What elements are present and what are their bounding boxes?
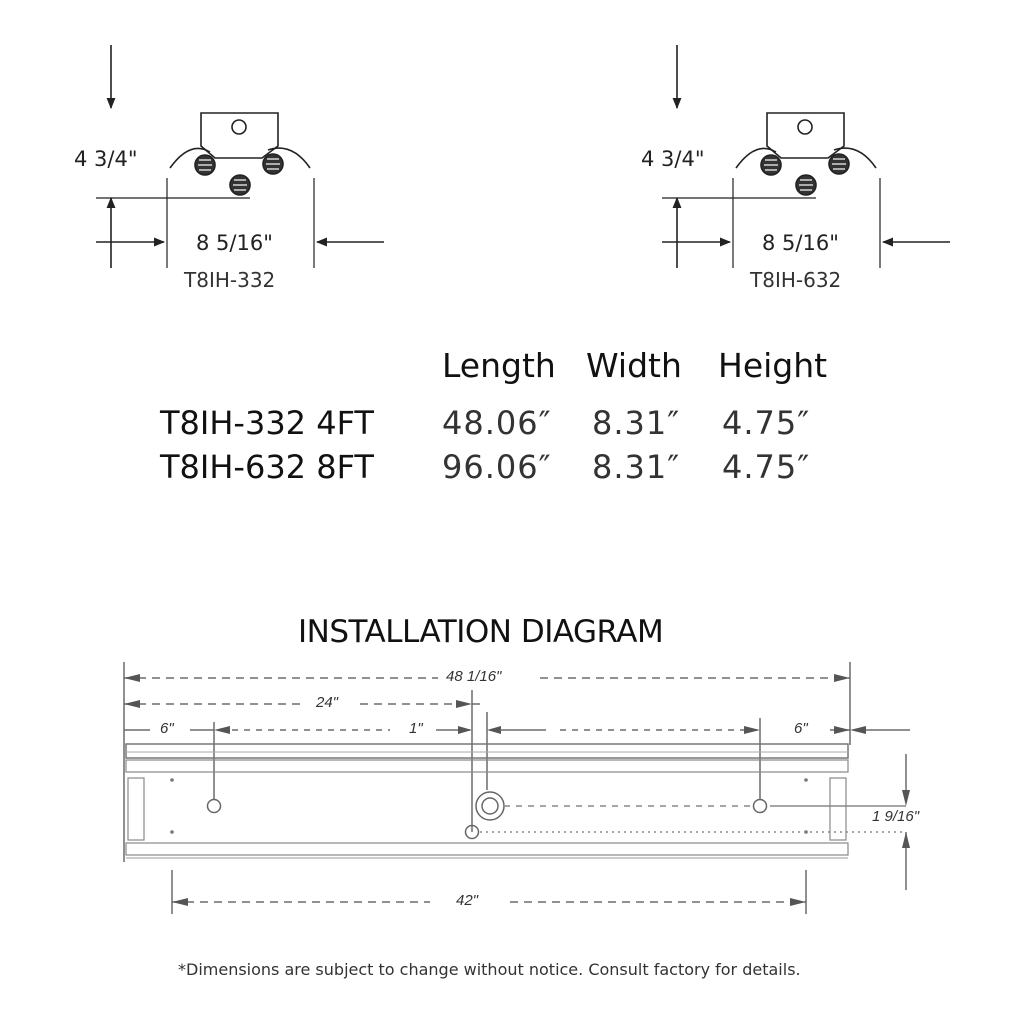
spec-row-height: 4.75″ xyxy=(722,448,811,486)
spec-header-length: Length xyxy=(442,346,556,385)
mount-span-label: 42" xyxy=(456,892,479,909)
fixture-632-model-label: T8IH-632 xyxy=(750,268,842,292)
fixture-332-height-label: 4 3/4" xyxy=(74,147,138,171)
spec-header-height: Height xyxy=(718,346,828,385)
overall-length-label: 48 1/16" xyxy=(446,668,502,685)
hole-gap-label: 1" xyxy=(409,720,423,737)
fixture-332-width-label: 8 5/16" xyxy=(196,231,273,255)
disclaimer-note: *Dimensions are subject to change without notice. Consult factory for details. xyxy=(178,960,801,979)
spec-row-width: 8.31″ xyxy=(592,448,681,486)
right-offset-label: 6" xyxy=(794,720,808,737)
fixture-632-height-label: 4 3/4" xyxy=(641,147,705,171)
left-offset-label: 6" xyxy=(160,720,174,737)
installation-title: INSTALLATION DIAGRAM xyxy=(298,614,664,650)
fixture-332-model-label: T8IH-332 xyxy=(184,268,276,292)
spec-row-model: T8IH-332 4FT xyxy=(160,404,374,442)
center-offset-label: 24" xyxy=(316,694,339,711)
installation-plan-view xyxy=(124,662,910,914)
spec-row-width: 8.31″ xyxy=(592,404,681,442)
spec-row-height: 4.75″ xyxy=(722,404,811,442)
fixture-632-width-label: 8 5/16" xyxy=(762,231,839,255)
hole-height-label: 1 9/16" xyxy=(872,808,920,825)
spec-row-model: T8IH-632 8FT xyxy=(160,448,374,486)
spec-row-length: 96.06″ xyxy=(442,448,552,486)
spec-row-length: 48.06″ xyxy=(442,404,552,442)
spec-header-width: Width xyxy=(586,346,682,385)
